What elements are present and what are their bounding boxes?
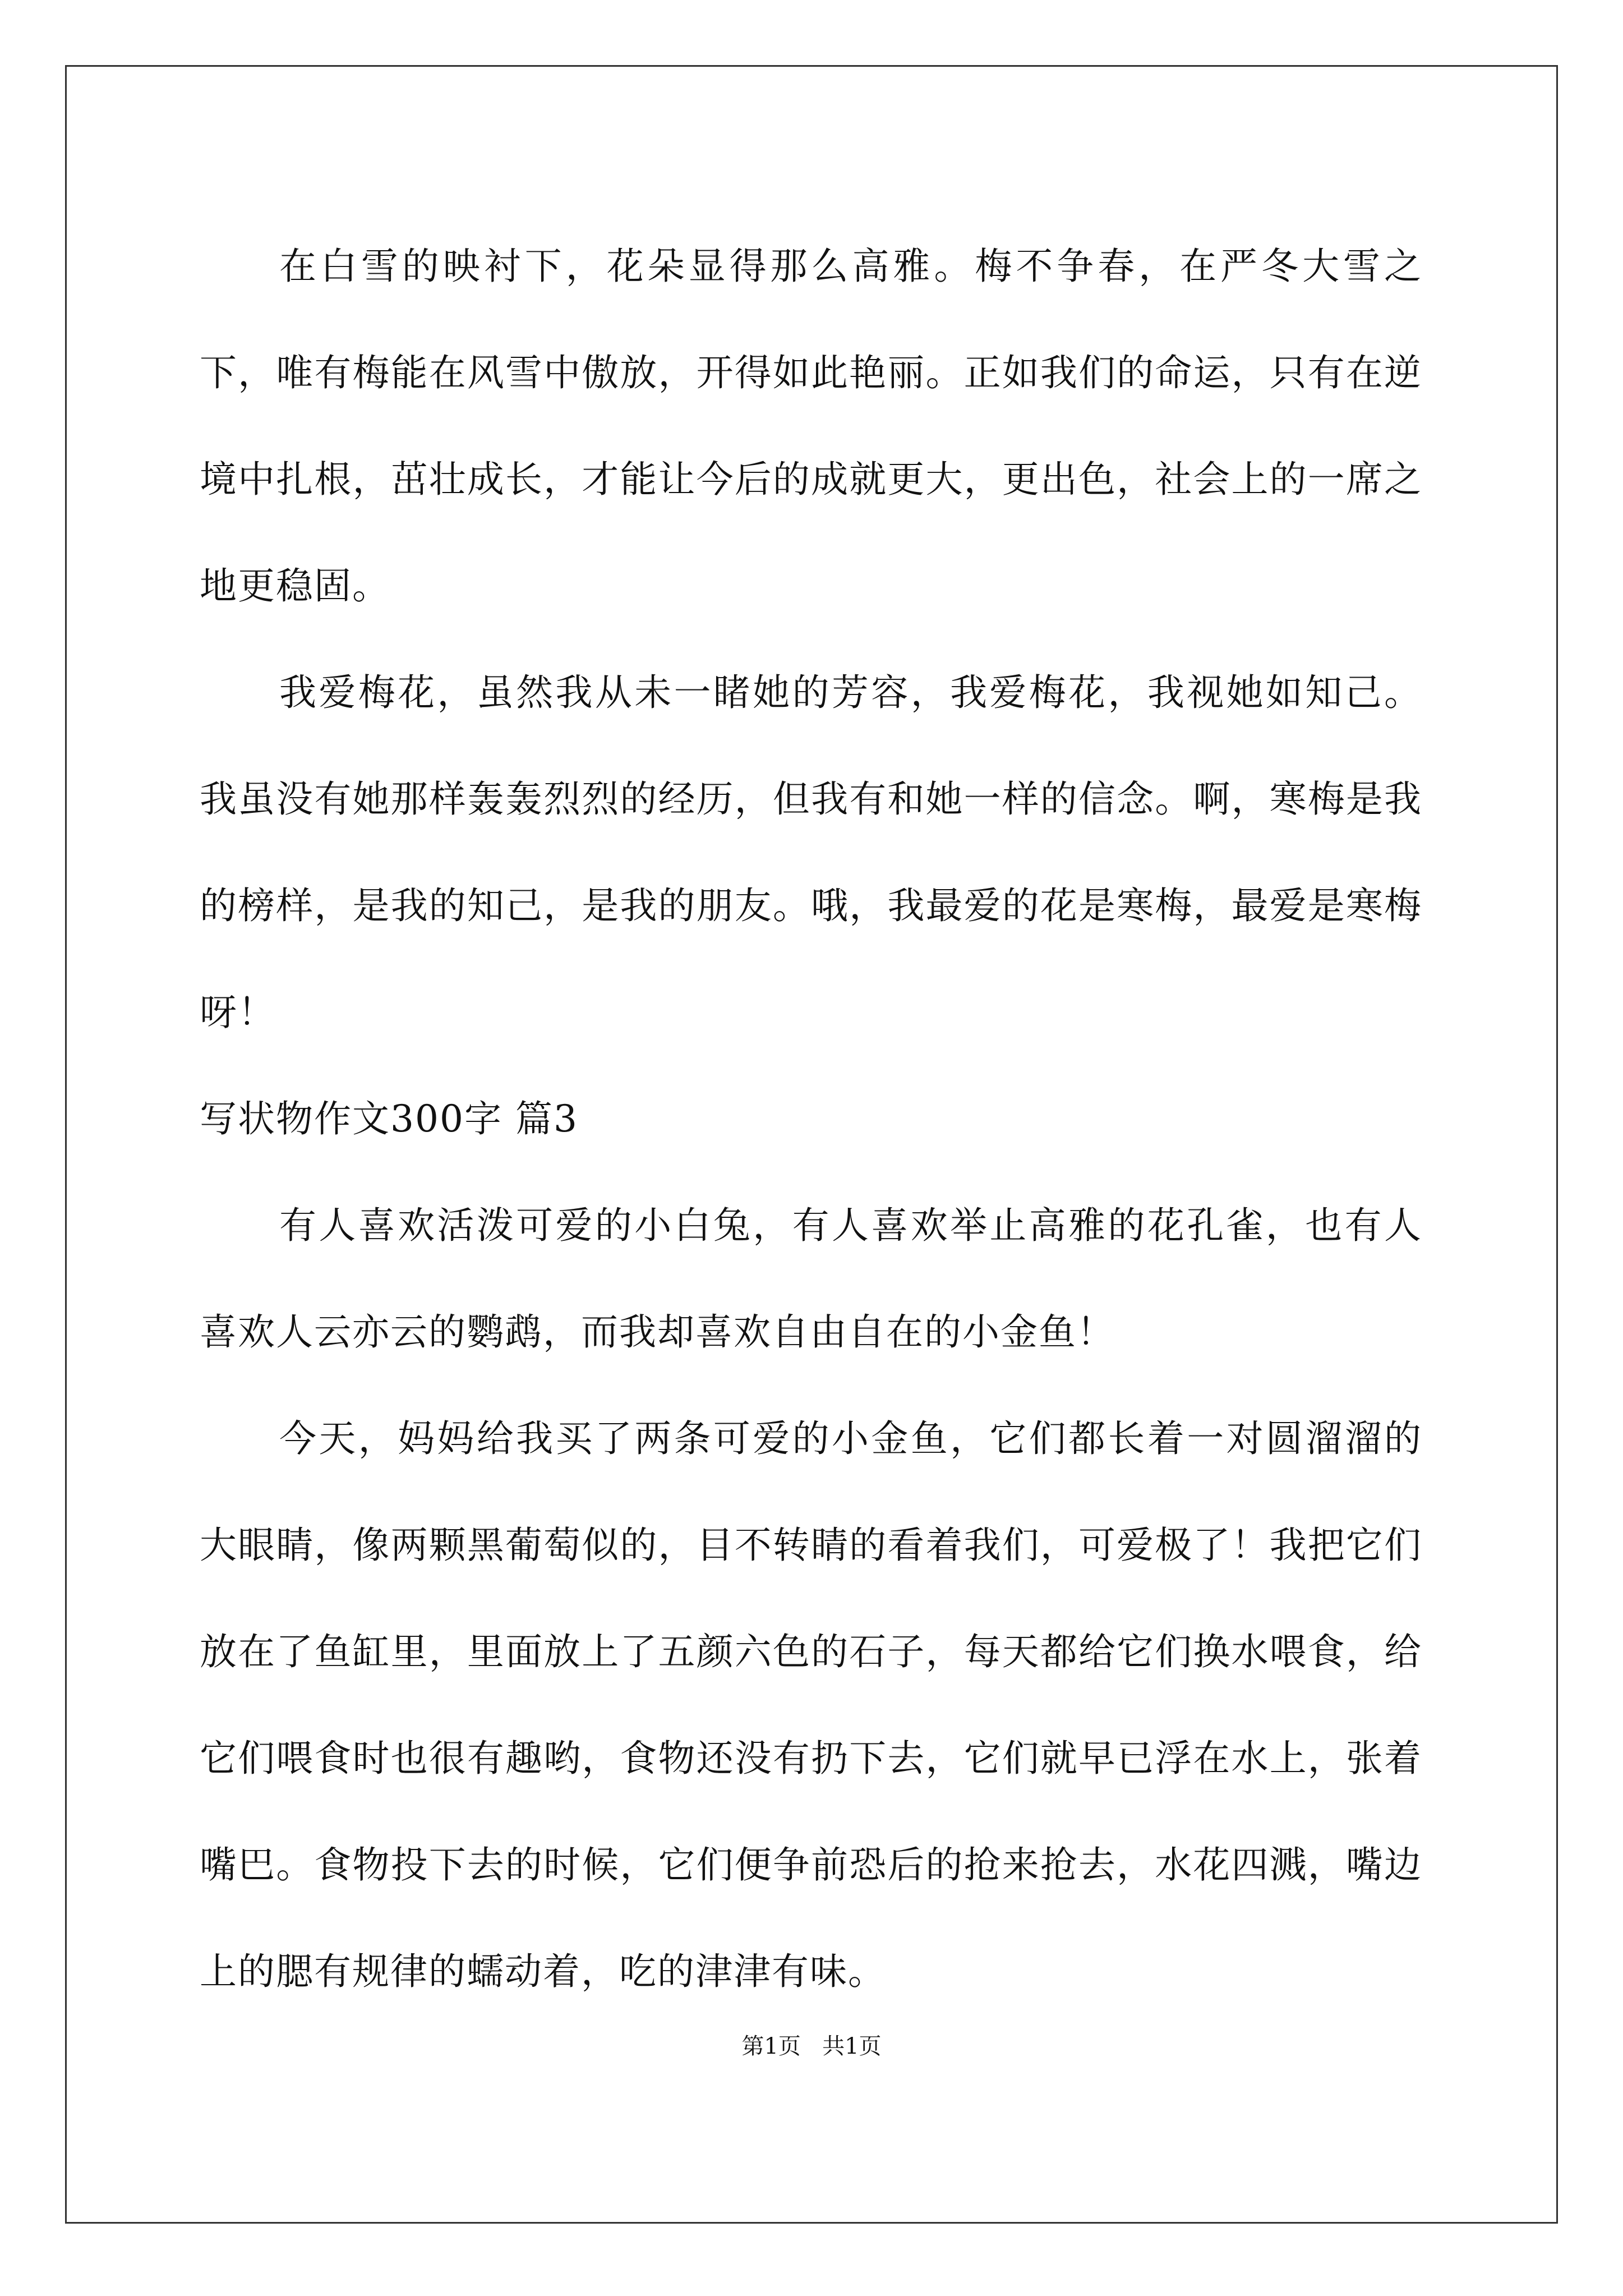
page-footer	[0, 2030, 1623, 2063]
document-body	[200, 213, 1422, 2025]
total-pages: 共1页	[822, 2033, 882, 2059]
section-heading: 写状物作文300字 篇3	[200, 1097, 578, 1140]
paragraph-love-plum: 我爱梅花，虽然我从未一睹她的芳容，我爱梅花，我视她如知己。我虽没有她那样轰轰烈烈的经历，但我有和她一样的信念。啊，寒梅是我的榜样，是我的知己，是我的朋友。哦，我最爱的花是寒梅，最爱是寒梅呀！	[200, 671, 1422, 1034]
paragraph-plum-elegance: 在白雪的映衬下，花朵显得那么高雅。梅不争春，在严冬大雪之下，唯有梅能在风雪中傲放，开得如此艳丽。正如我们的命运，只有在逆境中扎根，茁壮成长，才能让今后的成就更大，更出色，社会上的一席之地更稳固。	[200, 245, 1422, 608]
page-number: 第1页	[741, 2033, 801, 2059]
paragraph-goldfish: 今天，妈妈给我买了两条可爱的小金鱼，它们都长着一对圆溜溜的大眼睛，像两颗黑葡萄似的，目不转睛的看着我们，可爱极了！我把它们放在了鱼缸里，里面放上了五颜六色的石子，每天都给它们换水喂食，给它们喂食时也很有趣哟，食物还没有扔下去，它们就早已浮在水上，张着嘴巴。食物投下去的时候，它们便争前恐后的抢来抢去，水花四溅，嘴边上的腮有规律的蠕动着，吃的津津有味。	[200, 1417, 1422, 1993]
paragraph-likes: 有人喜欢活泼可爱的小白兔，有人喜欢举止高雅的花孔雀，也有人喜欢人云亦云的鹦鹉，而我却喜欢自由自在的小金鱼！	[200, 1204, 1422, 1354]
